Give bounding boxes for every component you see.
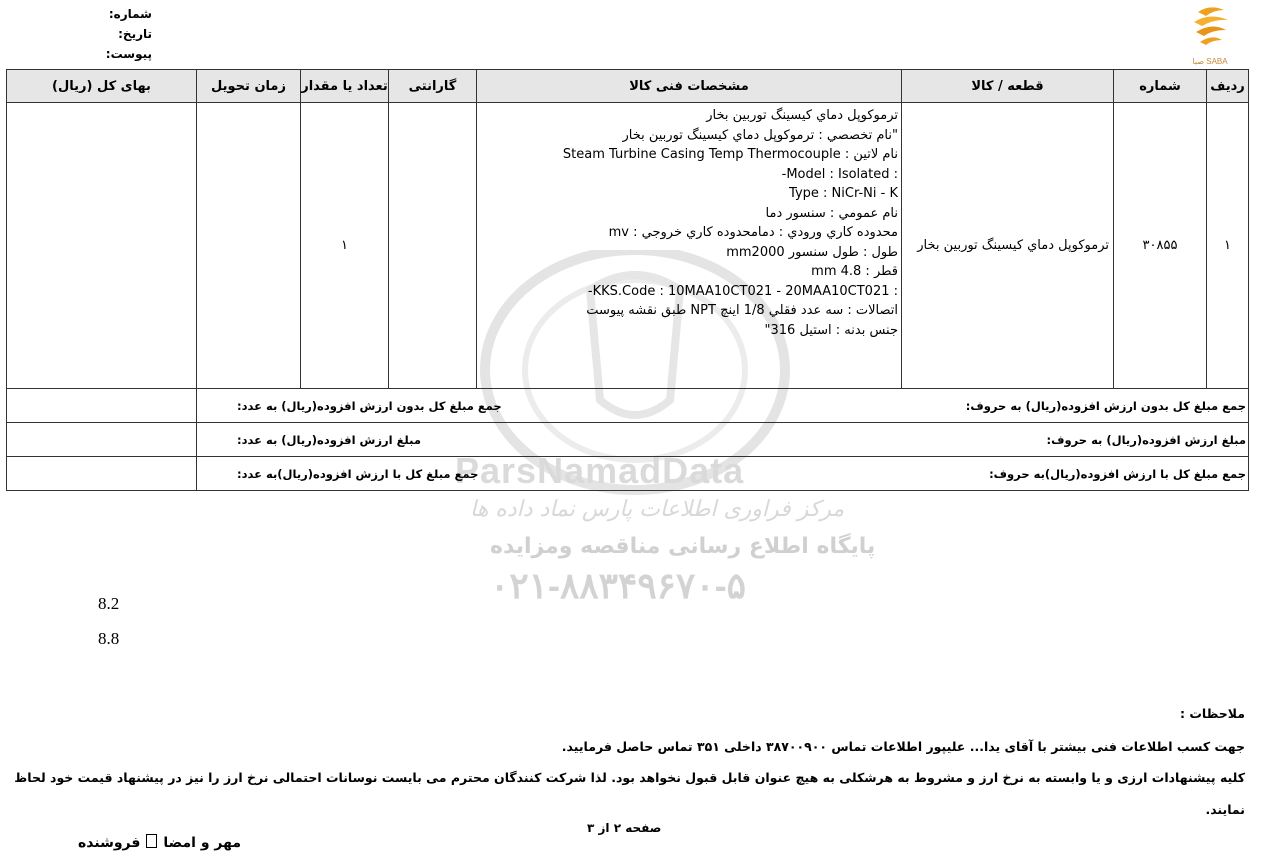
col-header-spec: مشخصات فنی کالا — [477, 70, 902, 103]
spec-line: -Model : Isolated : — [781, 166, 898, 182]
row-number: ۳۰۸۵۵ — [1114, 103, 1207, 389]
table-header-row — [7, 70, 1249, 103]
number-label-1: 8.2 — [98, 594, 120, 613]
spec-line: قطر : mm 4.8 — [811, 264, 898, 279]
summary-gross-words: جمع مبلغ کل با ارزش افزوده(ریال)به حروف: — [989, 466, 1246, 481]
row-delivery — [197, 103, 301, 389]
summary-net-value — [7, 389, 197, 423]
summary-net-number: جمع مبلغ کل بدون ارزش افزوده(ریال) به عدد: — [237, 398, 502, 413]
summary-row-net — [7, 389, 1249, 423]
watermark-phone: ۰۲۱-۸۸۳۴۹۶۷۰-۵ — [490, 565, 747, 606]
summary-vat-value — [7, 423, 197, 457]
spec-line: طول : طول سنسور mm2000 — [726, 244, 898, 260]
row-quantity: ۱ — [301, 103, 389, 389]
spec-line: نام لاتين : Steam Turbine Casing Temp Thermocouple — [562, 147, 898, 162]
number-label: شماره: — [108, 7, 152, 21]
summary-net-words: جمع مبلغ کل بدون ارزش افزوده(ریال) به حروف: — [965, 398, 1246, 413]
watermark-line1: مرکز فراوری اطلاعات پارس نماد داده ها — [470, 497, 845, 522]
row-spec — [477, 103, 902, 389]
company-logo — [1180, 2, 1240, 66]
col-header-row-index: ردیف — [1207, 70, 1249, 103]
note-line: کلیه پیشنهادات ارزی و یا وابسته به نرخ ارز و مشروط به هرشکلی به هیچ عنوان قابل قبول نخواهد بود. لذا شرکت کنندگان محترم می بایست نوسانات احتمالی نرخ ارز را نیز در پیشنهاد قیمت خود لحاظ — [14, 770, 1245, 785]
row-item: ترموكوپل دماي كيسينگ توربين بخار — [902, 103, 1114, 389]
attachment-label: پیوست: — [105, 47, 152, 61]
watermark-brand: ParsNamadData — [455, 450, 745, 491]
items-table — [6, 69, 1249, 491]
signature-area — [78, 834, 241, 851]
notes-title: ملاحظات : — [1179, 706, 1245, 721]
seal-label: مهر و امضا — [163, 835, 242, 851]
col-header-item: قطعه / کالا — [902, 70, 1114, 103]
date-label: تاریخ: — [118, 27, 152, 41]
spec-line: اتصالات : سه عدد فقلي 1/8 اينچ NPT طبق نقشه پيوست — [586, 303, 898, 318]
row-total — [7, 103, 197, 389]
row-warranty — [389, 103, 477, 389]
table-row — [7, 103, 1249, 389]
col-header-delivery: زمان تحویل — [197, 70, 301, 103]
col-header-number: شماره — [1114, 70, 1207, 103]
page-number: صفحه ۲ از ۳ — [587, 821, 662, 835]
summary-gross-value — [7, 457, 197, 491]
number-label-2: 8.8 — [98, 629, 120, 648]
note-line: نمایند. — [1205, 802, 1245, 817]
row-index: ۱ — [1207, 103, 1249, 389]
logo-text: صبا SABA — [1192, 57, 1228, 66]
watermark-line2: پایگاه اطلاع رسانی مناقصه ومزایده — [490, 534, 876, 559]
summary-row-vat — [7, 423, 1249, 457]
saba-logo-icon — [1180, 2, 1240, 52]
summary-row-gross — [7, 457, 1249, 491]
spec-line: نام عمومي : سنسور دما — [765, 205, 898, 221]
col-header-quantity: تعداد یا مقدار — [301, 70, 389, 103]
spec-line: "نام تخصصي : ترموكوپل دماي كيسينگ توربين بخار — [622, 127, 898, 143]
spec-line: ترموكوپل دماي كيسينگ توربين بخار — [706, 108, 898, 123]
summary-gross-number: جمع مبلغ کل با ارزش افزوده(ریال)به عدد: — [237, 466, 479, 481]
summary-vat-words: مبلغ ارزش افزوده(ریال) به حروف: — [1046, 432, 1246, 447]
header-fields — [92, 4, 152, 64]
summary-vat-number: مبلغ ارزش افزوده(ریال) به عدد: — [237, 432, 421, 447]
spec-line: جنس بدنه : استيل 316" — [764, 322, 898, 338]
spec-line: محدوده كاري ورودي : دمامحدوده كاري خروجي : mv — [608, 225, 898, 240]
spec-line: Type : NiCr-Ni - K — [789, 186, 898, 201]
checkbox-icon — [146, 834, 157, 848]
note-line: جهت کسب اطلاعات فنی بیشتر با آقای یدا... علیپور اطلاعات تماس ۳۸۷۰۰۹۰۰ داخلی ۳۵۱ تماس حاصل فرمایید. — [561, 739, 1245, 754]
col-header-total: بهای کل (ریال) — [7, 70, 197, 103]
col-header-warranty: گارانتی — [389, 70, 477, 103]
spec-line: -KKS.Code : 10MAA10CT021 - 20MAA10CT021 : — [587, 283, 898, 299]
seller-label: فروشنده — [78, 835, 141, 851]
